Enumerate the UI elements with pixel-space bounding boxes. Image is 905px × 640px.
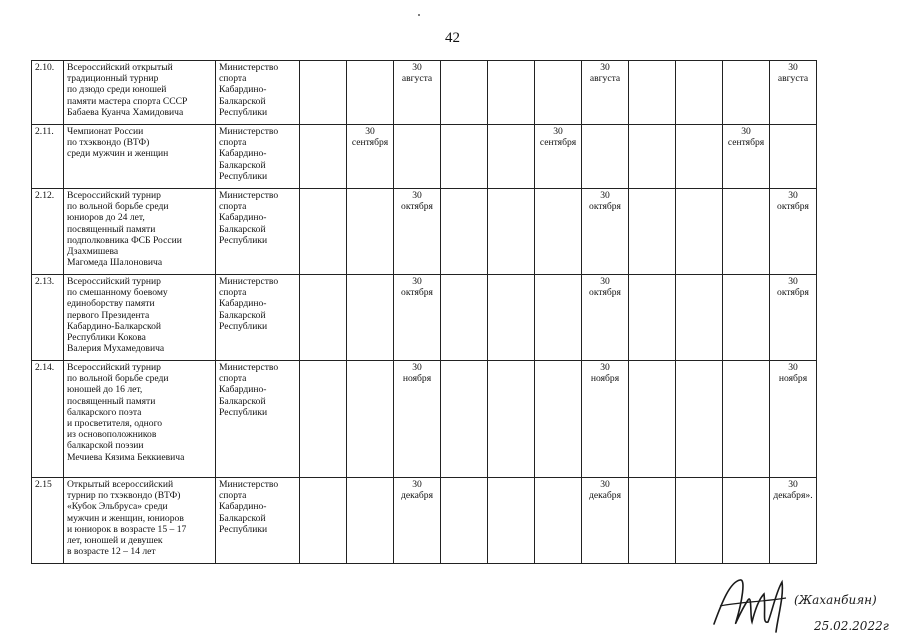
- date-cell: 30 декабря: [394, 478, 441, 564]
- date-cell: 30 ноября: [394, 361, 441, 478]
- date-cell: [535, 189, 582, 275]
- date-cell: 30 сентября: [347, 125, 394, 189]
- date-cell: [723, 275, 770, 361]
- date-cell: [676, 361, 723, 478]
- date-cell: [441, 189, 488, 275]
- date-cell: 30 декабря».: [770, 478, 817, 564]
- date-cell: 30 октября: [770, 275, 817, 361]
- row-number: 2.14.: [32, 361, 64, 478]
- date-cell: 30 декабря: [582, 478, 629, 564]
- row-number: 2.12.: [32, 189, 64, 275]
- date-cell: [488, 478, 535, 564]
- date-cell: [535, 478, 582, 564]
- date-cell: 30 августа: [770, 61, 817, 125]
- event-name: Всероссийский турнир по вольной борьбе среди юношей до 16 лет, посвященный памяти балкарского поэта и просветителя, одного из основоположников балкарской поэзии Мечиева Кязима Беккиевича: [64, 361, 216, 478]
- event-schedule-table: [31, 60, 817, 564]
- date-cell: [300, 125, 347, 189]
- date-cell: [676, 125, 723, 189]
- date-cell: [629, 125, 676, 189]
- row-number: 2.13.: [32, 275, 64, 361]
- date-cell: [441, 275, 488, 361]
- date-cell: [723, 61, 770, 125]
- date-cell: [723, 478, 770, 564]
- date-cell: [770, 125, 817, 189]
- signature: [700, 572, 900, 640]
- date-cell: [582, 125, 629, 189]
- organizer: Министерство спорта Кабардино- Балкарской Республики: [216, 275, 300, 361]
- date-cell: [535, 61, 582, 125]
- date-cell: 30 августа: [582, 61, 629, 125]
- date-cell: [629, 189, 676, 275]
- date-cell: 30 августа: [394, 61, 441, 125]
- date-cell: [347, 478, 394, 564]
- date-cell: [488, 61, 535, 125]
- event-name: Открытый всероссийский турнир по тхэквондо (ВТФ) «Кубок Эльбруса» среди мужчин и женщин, юниоров и юниорок в возрасте 15 – 17 лет, юношей и девушек в возрасте 12 – 14 лет: [64, 478, 216, 564]
- event-name: Всероссийский турнир по вольной борьбе среди юниоров до 24 лет, посвященный памяти подполковника ФСБ России Дзахмишева Магомеда Шалоновича: [64, 189, 216, 275]
- date-cell: [347, 189, 394, 275]
- scan-speck: [418, 14, 420, 16]
- row-number: 2.11.: [32, 125, 64, 189]
- row-number: 2.15: [32, 478, 64, 564]
- date-cell: 30 октября: [582, 275, 629, 361]
- date-cell: [676, 61, 723, 125]
- date-cell: [629, 478, 676, 564]
- date-cell: 30 ноября: [582, 361, 629, 478]
- date-cell: [629, 275, 676, 361]
- date-cell: [394, 125, 441, 189]
- date-cell: [441, 61, 488, 125]
- date-cell: [347, 361, 394, 478]
- date-cell: [535, 275, 582, 361]
- event-name: Всероссийский открытый традиционный турнир по дзюдо среди юношей памяти мастера спорта СССР Бабаева Куанча Хамидовича: [64, 61, 216, 125]
- date-cell: [535, 361, 582, 478]
- date-cell: [488, 275, 535, 361]
- date-cell: 30 октября: [394, 189, 441, 275]
- date-cell: [441, 125, 488, 189]
- date-cell: [723, 189, 770, 275]
- organizer: Министерство спорта Кабардино- Балкарской Республики: [216, 361, 300, 478]
- date-cell: 30 ноября: [770, 361, 817, 478]
- date-cell: 30 октября: [582, 189, 629, 275]
- date-cell: [488, 361, 535, 478]
- date-cell: 30 октября: [394, 275, 441, 361]
- date-cell: [488, 125, 535, 189]
- table-row: [32, 61, 817, 125]
- date-cell: [300, 478, 347, 564]
- date-cell: [676, 478, 723, 564]
- table-row: [32, 125, 817, 189]
- row-number: 2.10.: [32, 61, 64, 125]
- table-row: [32, 361, 817, 478]
- organizer: Министерство спорта Кабардино- Балкарской Республики: [216, 61, 300, 125]
- date-cell: [347, 275, 394, 361]
- date-cell: [300, 189, 347, 275]
- date-cell: [629, 61, 676, 125]
- organizer: Министерство спорта Кабардино- Балкарской Республики: [216, 478, 300, 564]
- date-cell: [676, 189, 723, 275]
- signature-name: (Жаханбиян): [794, 593, 877, 607]
- page-number: 42: [445, 30, 460, 46]
- signature-date: 25.02.2022г: [814, 619, 889, 633]
- date-cell: 30 октября: [770, 189, 817, 275]
- date-cell: 30 сентября: [723, 125, 770, 189]
- date-cell: [441, 361, 488, 478]
- date-cell: [488, 189, 535, 275]
- date-cell: [676, 275, 723, 361]
- event-name: Чемпионат России по тхэквондо (ВТФ) среди мужчин и женщин: [64, 125, 216, 189]
- date-cell: [300, 361, 347, 478]
- date-cell: [347, 61, 394, 125]
- table-row: [32, 275, 817, 361]
- date-cell: 30 сентября: [535, 125, 582, 189]
- event-name: Всероссийский турнир по смешанному боевому единоборству памяти первого Президента Кабардино-Балкарской Республики Кокова Валерия Мухамедовича: [64, 275, 216, 361]
- date-cell: [300, 275, 347, 361]
- date-cell: [629, 361, 676, 478]
- date-cell: [300, 61, 347, 125]
- date-cell: [441, 478, 488, 564]
- organizer: Министерство спорта Кабардино- Балкарской Республики: [216, 125, 300, 189]
- table-row: [32, 189, 817, 275]
- table-row: [32, 478, 817, 564]
- date-cell: [723, 361, 770, 478]
- organizer: Министерство спорта Кабардино- Балкарской Республики: [216, 189, 300, 275]
